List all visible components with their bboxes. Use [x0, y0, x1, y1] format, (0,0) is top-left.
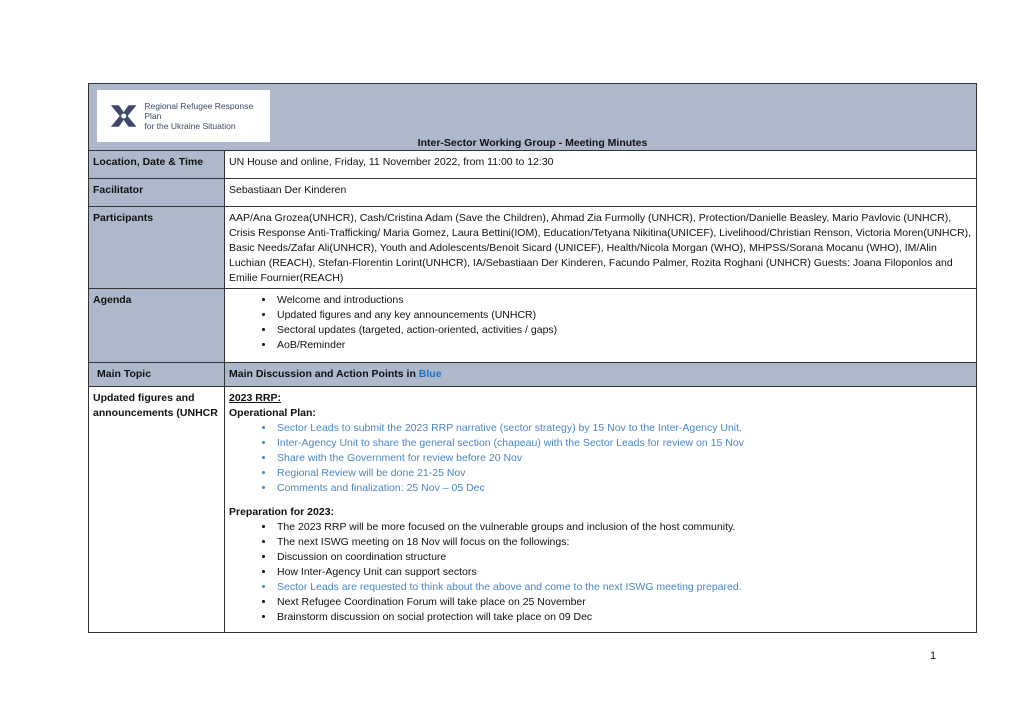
preparation-item-action: • Sector Leads are requested to think about the above and come to the next ISWG meeting prepared.	[275, 580, 972, 595]
rrp-section-title: 2023 RRP:	[229, 392, 281, 404]
main-topic-text: Main Discussion and Action Points in	[229, 368, 419, 380]
updated-figures-cell	[225, 387, 977, 633]
agenda-row	[89, 289, 977, 363]
preparation-item: • The next ISWG meeting on 18 Nov will focus on the followings:	[275, 535, 972, 550]
operational-plan-title: Operational Plan:	[229, 407, 316, 419]
preparation-item: • Brainstorm discussion on social protection will take place on 09 Dec	[275, 610, 972, 625]
operational-item: • Sector Leads to submit the 2023 RRP narrative (sector strategy) by 15 Nov to the Inter-Agency Unit.	[275, 421, 972, 436]
agenda-label: Agenda	[89, 289, 225, 363]
preparation-item: • Discussion on coordination structure	[275, 550, 972, 565]
location-value: UN House and online, Friday, 11 November 2022, from 11:00 to 12:30	[225, 151, 977, 179]
operational-plan-list	[229, 421, 972, 496]
operational-item: • Comments and finalization: 25 Nov – 05 Dec	[275, 481, 972, 496]
facilitator-label: Facilitator	[89, 179, 225, 207]
rrp-logo-icon	[107, 99, 140, 133]
preparation-item: • Next Refugee Coordination Forum will take place on 25 November	[275, 595, 972, 610]
page-number: 1	[930, 650, 937, 662]
facilitator-value: Sebastiaan Der Kinderen	[225, 179, 977, 207]
rrp-logo	[97, 90, 270, 142]
participants-value: AAP/Ana Grozea(UNHCR), Cash/Cristina Adam (Save the Children), Ahmad Zia Furmolly (UNHCR), Protection/Danielle Beasley, Mario Pavlovic (UNHCR), Crisis Response Anti-Trafficking/ Maria Gomez, Laura Bettini(IOM), Education/Tetyana Nikitina(UNICEF), Livelihood/Christian Renson, Victoria Moren(UNHCR), Basic Needs/Zafar Ali(UNHCR), Youth and Adolescents/Benoit Sicard (UNICEF), Health/Nicola Morgan (WHO), MHPSS/Sorana Mocanu (WHO), IM/Alin Luchian (REACH), Stefan-Florentin Lorint(UNHCR), IA/Sebastiaan Der Kinderen, Facundo Palmer, Rozita Roghani (UNHCR) Guests: Joana Filoponlos and Emilie Fournier(REACH)	[225, 207, 977, 289]
agenda-cell	[225, 289, 977, 363]
document-title: Inter-Sector Working Group - Meeting Minutes	[417, 137, 648, 149]
main-topic-row	[89, 363, 977, 387]
preparation-title: Preparation for 2023:	[229, 506, 335, 518]
facilitator-row	[89, 179, 977, 207]
agenda-item: • Welcome and introductions	[275, 293, 972, 308]
blue-keyword: Blue	[418, 368, 442, 380]
participants-row	[89, 207, 977, 289]
main-topic-label: Main Topic	[89, 363, 225, 387]
participants-label: Participants	[89, 207, 225, 289]
updated-figures-label: Updated figures and announcements (UNHCR	[89, 387, 225, 633]
location-label: Location, Date & Time	[89, 151, 225, 179]
preparation-item: • The 2023 RRP will be more focused on the vulnerable groups and inclusion of the host community.	[275, 520, 972, 535]
agenda-item: • AoB/Reminder	[275, 338, 972, 353]
header-cell	[89, 84, 977, 151]
preparation-item: • How Inter-Agency Unit can support sectors	[275, 565, 972, 580]
agenda-item: • Updated figures and any key announcements (UNHCR)	[275, 308, 972, 323]
logo-line-1: Regional Refugee Response Plan	[144, 101, 254, 121]
location-row	[89, 151, 977, 179]
logo-text	[144, 101, 270, 131]
main-topic-value	[225, 363, 977, 387]
operational-item: • Inter-Agency Unit to share the general section (chapeau) with the Sector Leads for review on 15 Nov	[275, 436, 972, 451]
operational-item: • Regional Review will be done 21-25 Nov	[275, 466, 972, 481]
logo-line-2: for the Ukraine Situation	[144, 121, 236, 131]
meeting-minutes-table	[88, 83, 977, 633]
operational-item: • Share with the Government for review before 20 Nov	[275, 451, 972, 466]
agenda-list	[229, 293, 972, 353]
header-row	[89, 84, 977, 151]
updated-figures-row	[89, 387, 977, 633]
agenda-item: • Sectoral updates (targeted, action-oriented, activities / gaps)	[275, 323, 972, 338]
preparation-list	[229, 520, 972, 625]
